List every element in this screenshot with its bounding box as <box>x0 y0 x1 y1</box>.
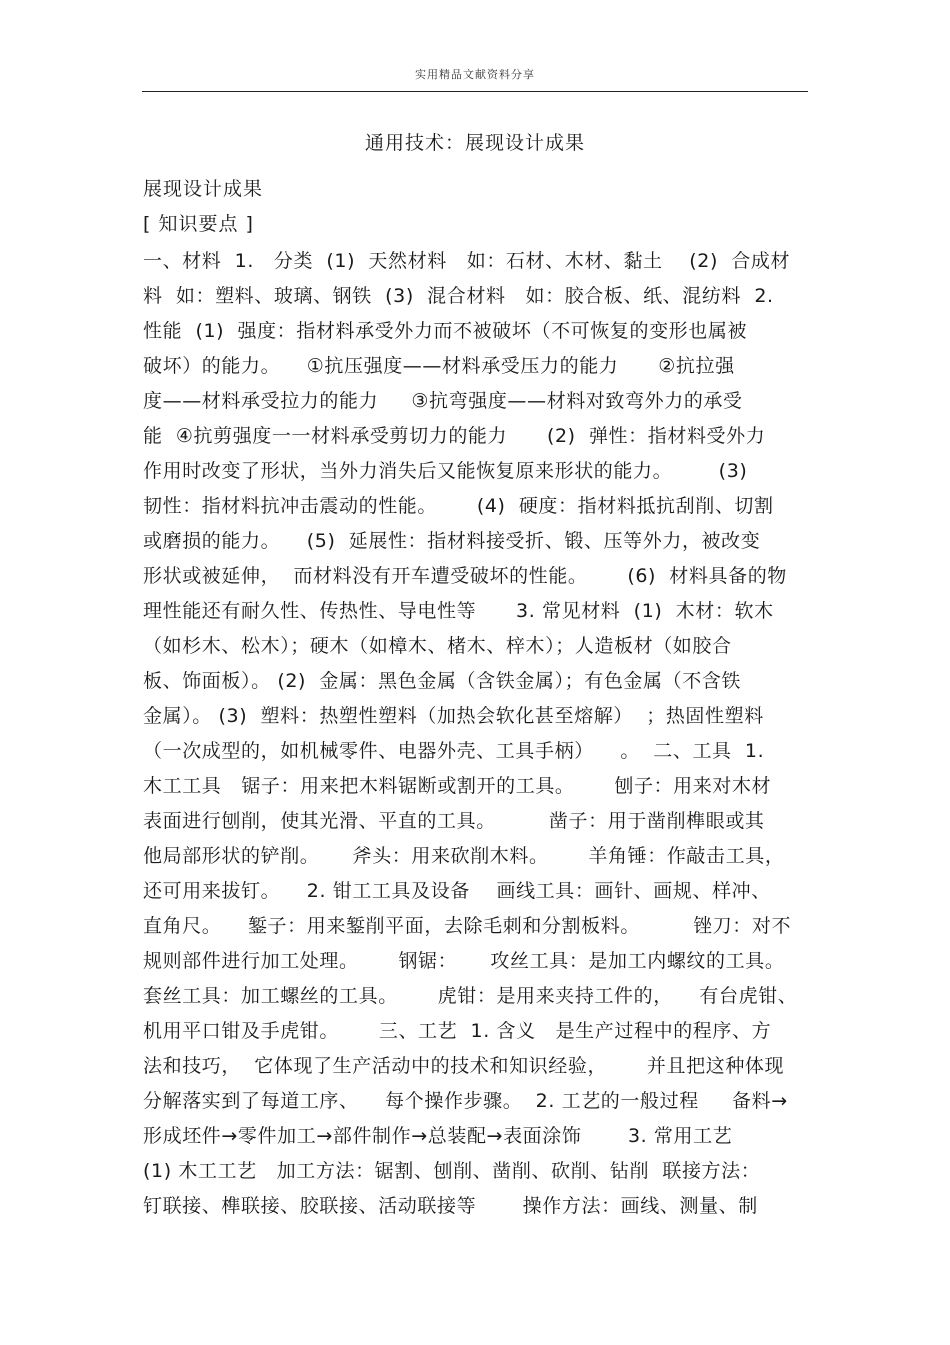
body-line: （如杉木、松木）；硬木（如樟木、楮木、梓木）；人造板材（如胶合 <box>143 635 732 657</box>
body-line: 能 ④抗剪强度一一材料承受剪切力的能力 (2) 弹性：指材料受外力 <box>143 425 766 447</box>
body-line: 形状或被延伸， 而材料没有开车遭受破坏的性能。 (6) 材料具备的物 <box>143 565 787 587</box>
body-line: 形成坯件→零件加工→部件制作→总装配→表面涂饰 3. 常用工艺 <box>143 1125 733 1147</box>
body-line: 他局部形状的铲削。 斧头：用来砍削木料。 羊角锤：作敲击工具， <box>143 845 785 867</box>
body-line: 作用时改变了形状，当外力消失后又能恢复原来形状的能力。 (3) <box>143 460 748 482</box>
body-line: 板、饰面板）。 (2) 金属：黑色金属（含铁金属）；有色金属（不含铁 <box>143 670 742 692</box>
body-line: 金属）。 (3) 塑料：热塑性塑料（加热会软化甚至熔解） ；热固性塑料 <box>143 705 764 727</box>
document-title: 通用技术：展现设计成果 <box>364 132 585 154</box>
body-line: 套丝工具：加工螺丝的工具。 虎钳：是用来夹持工件的， 有台虎钳、 <box>143 985 798 1007</box>
section-heading: 展现设计成果 <box>143 178 264 200</box>
knowledge-points-label: [ 知识要点 ] <box>143 213 254 235</box>
body-line: 表面进行刨削，使其光滑、平直的工具。 凿子：用于凿削榫眼或其 <box>143 810 765 832</box>
body-line: 钉联接、榫联接、胶联接、活动联接等 操作方法：画线、测量、制 <box>143 1195 758 1217</box>
body-text <box>143 244 813 1224</box>
header-divider <box>142 91 808 92</box>
body-line: （一次成型的，如机械零件、电器外壳、工具手柄） 。 二、工具 1. <box>143 740 765 762</box>
body-line: 机用平口钳及手虎钳。 三、工艺 1. 含义 是生产过程中的程序、方 <box>143 1020 772 1042</box>
body-line: 破坏）的能力。 ①抗压强度——材料承受压力的能力 ②抗拉强 <box>143 355 735 377</box>
body-line: 法和技巧， 它体现了生产活动中的技术和知识经验， 并且把这种体现 <box>143 1055 785 1077</box>
page-header: 实用精品文献资料分享 <box>415 68 535 81</box>
body-line: 或磨损的能力。 (5) 延展性：指材料接受折、锻、压等外力，被改变 <box>143 530 761 552</box>
body-line: 性能 (1) 强度：指材料承受外力而不被破坏（不可恢复的变形也属被 <box>143 320 748 342</box>
body-line: 理性能还有耐久性、传热性、导电性等 3. 常见材料 (1) 木材：软木 <box>143 600 774 622</box>
body-line: 一、材料 1. 分类 (1) 天然材料 如：石材、木材、黏土 (2) 合成材 <box>143 250 791 272</box>
body-line: 规则部件进行加工处理。 钢锯： 攻丝工具：是加工内螺纹的工具。 <box>143 950 785 972</box>
body-line: (1) 木工工艺 加工方法：锯割、刨削、凿削、砍削、钻削 联接方法： <box>143 1160 761 1182</box>
body-line: 料 如：塑料、玻璃、钢铁 (3) 混合材料 如：胶合板、纸、混纺料 2. <box>143 285 774 307</box>
body-line: 分解落实到了每道工序、 每个操作步骤。 2. 工艺的一般过程 备料→ <box>143 1090 788 1112</box>
body-line: 韧性：指材料抗冲击震动的性能。 (4) 硬度：指材料抵抗刮削、切割 <box>143 495 774 517</box>
body-line: 还可用来拔钉。 2. 钳工工具及设备 画线工具：画针、画规、样冲、 <box>143 880 771 902</box>
body-line: 直角尺。 錾子：用来錾削平面，去除毛刺和分割板料。 锉刀：对不 <box>143 915 792 937</box>
body-line: 木工工具 锯子：用来把木料锯断或割开的工具。 刨子：用来对木材 <box>143 775 772 797</box>
body-line: 度——材料承受拉力的能力 ③抗弯强度——材料对致弯外力的承受 <box>143 390 743 412</box>
